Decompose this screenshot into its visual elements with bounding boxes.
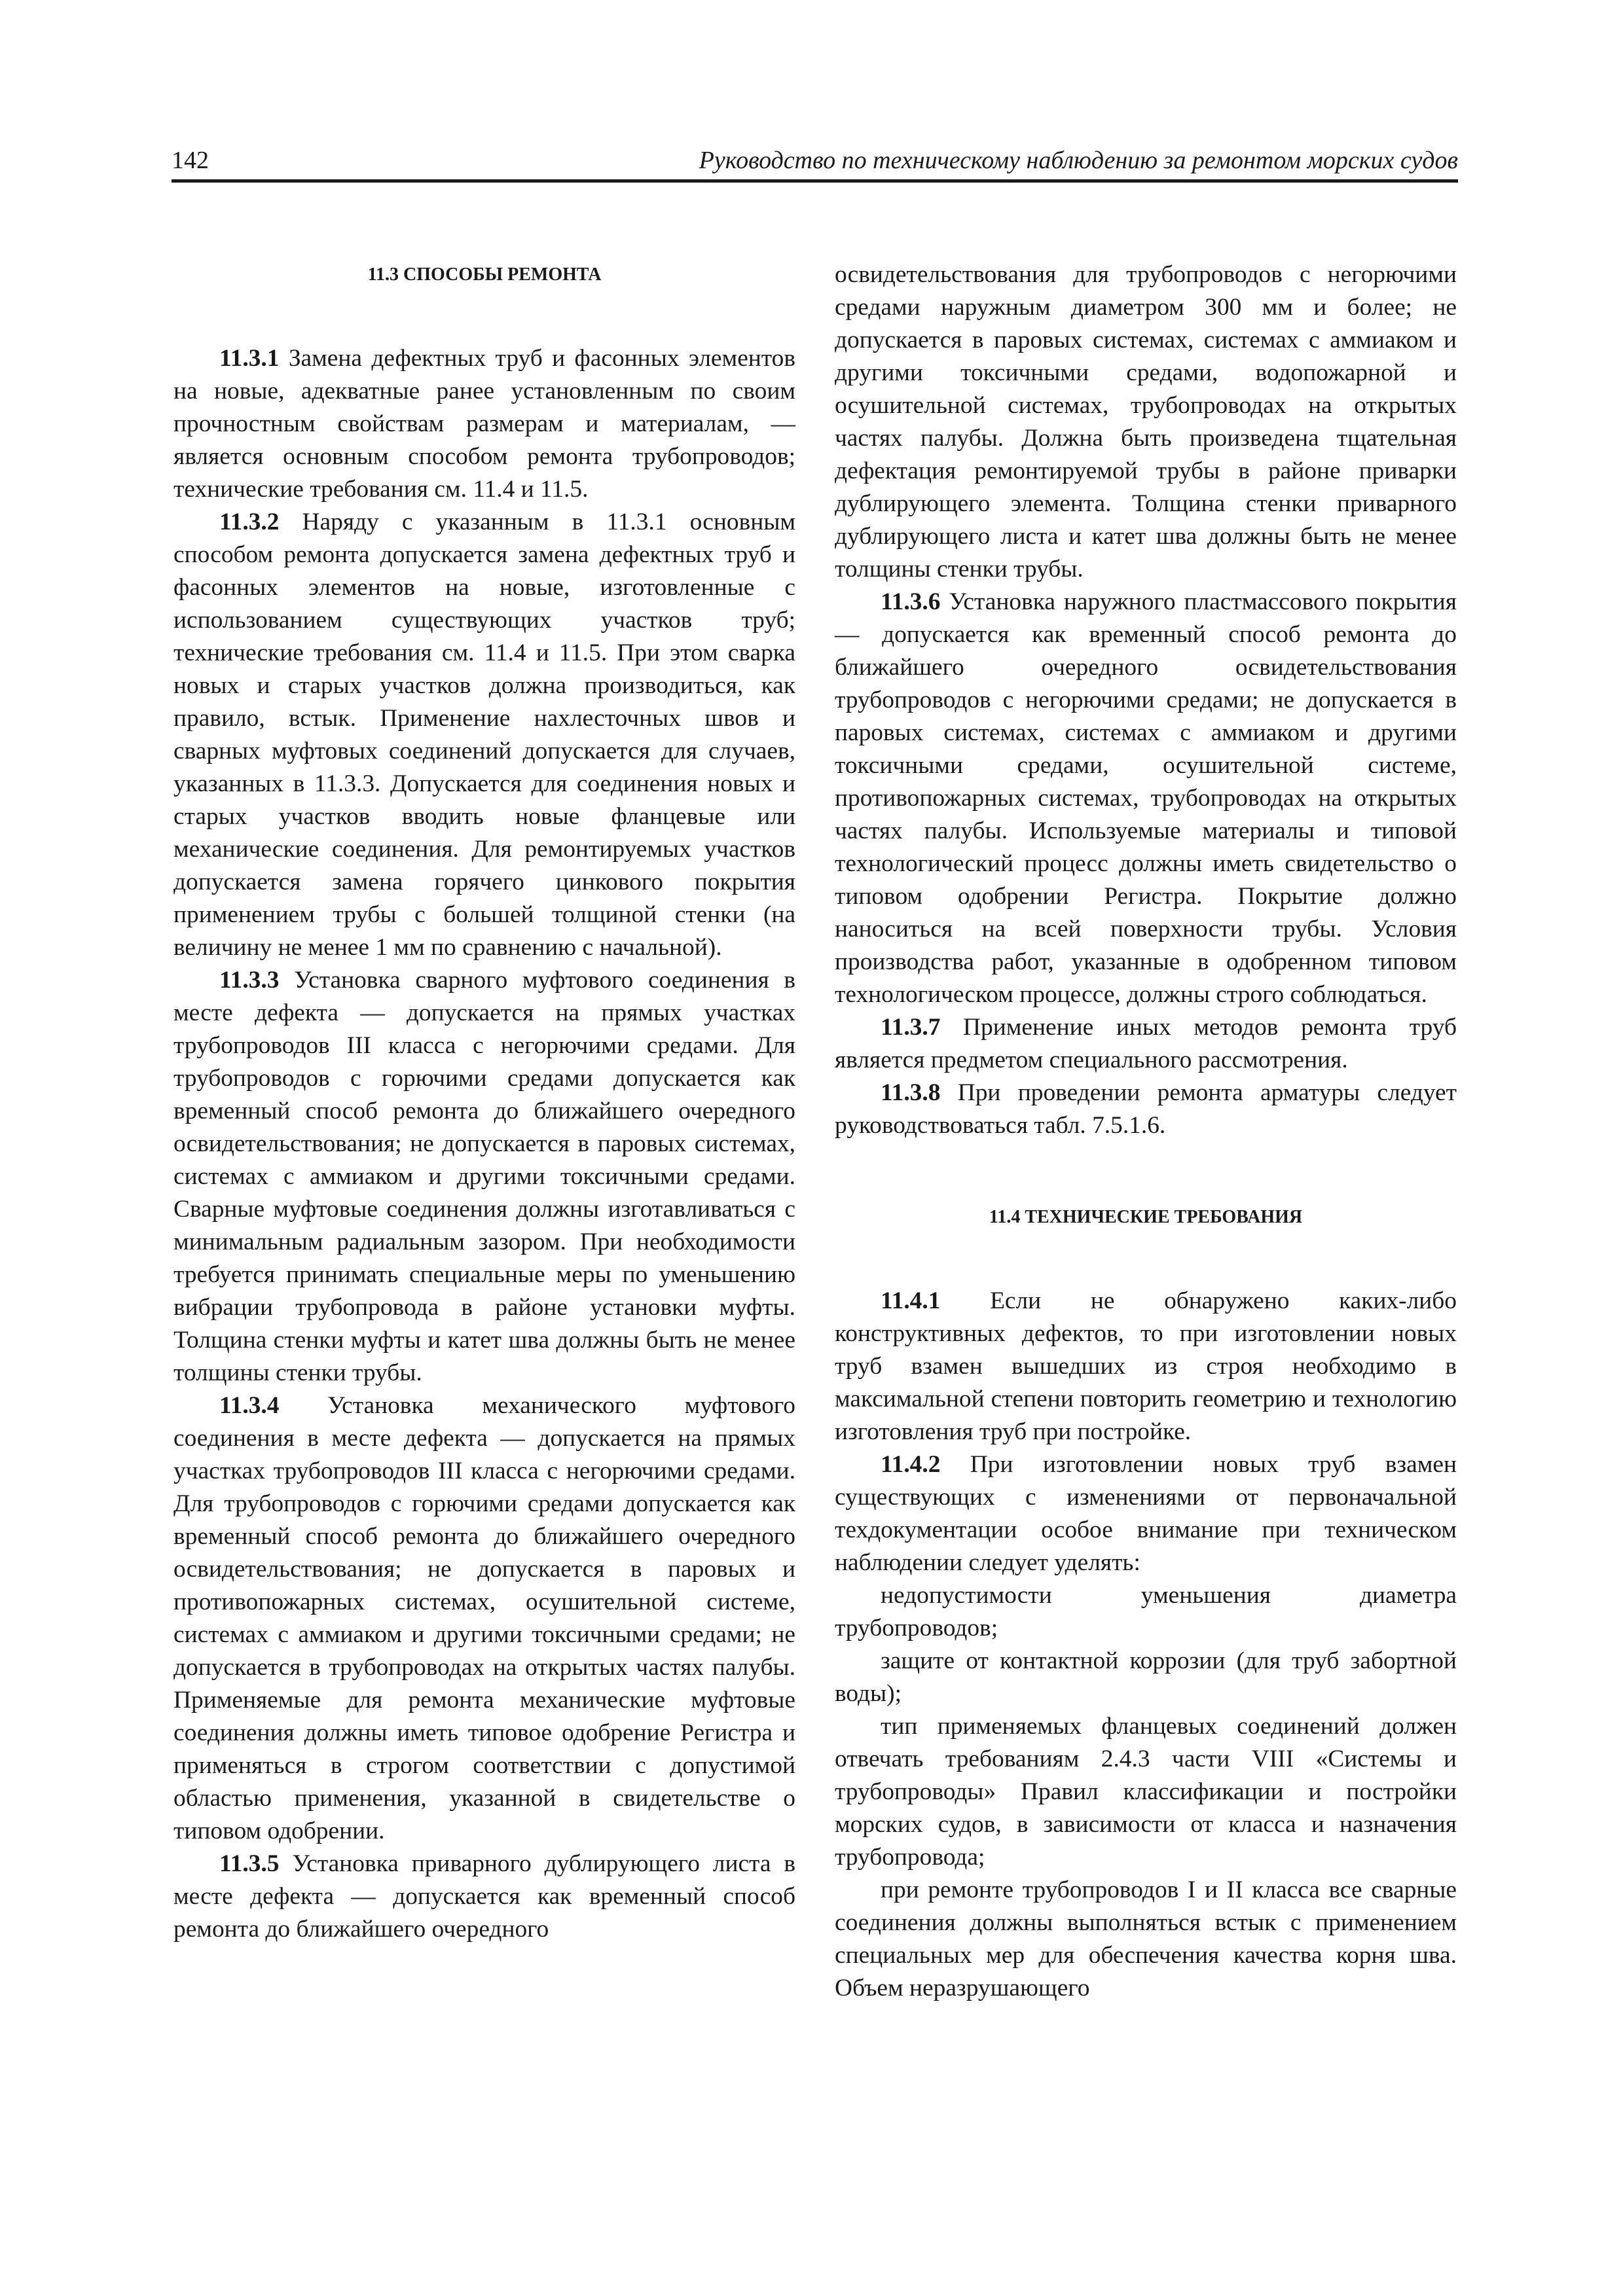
paragraph-11-3-8 [835, 1077, 1457, 1142]
clause-number: 11.3.4 [219, 1392, 280, 1419]
paragraph-11-3-4 [173, 1390, 795, 1848]
paragraph-text: защите от контактной коррозии (для труб забортной воды); [835, 1647, 1457, 1707]
section-heading-11-4: 11.4 ТЕХНИЧЕСКИЕ ТРЕБОВАНИЯ [989, 1207, 1303, 1227]
clause-number: 11.4.1 [881, 1287, 941, 1314]
clause-number: 11.4.2 [881, 1451, 941, 1478]
clause-number: 11.3.3 [219, 967, 280, 994]
paragraph-text: Применение иных методов ремонта труб является предметом специального рассмотрения. [835, 1014, 1457, 1073]
paragraph-11-3-7 [835, 1011, 1457, 1077]
section-heading-11-3: 11.3 СПОСОБЫ РЕМОНТА [367, 264, 602, 285]
paragraph-11-3-5-continued [835, 259, 1457, 586]
list-item [835, 1874, 1457, 2005]
paragraph-11-3-3 [173, 964, 795, 1390]
paragraph-text: Наряду с указанным в 11.3.1 основным способом ремонта допускается замена дефектных труб и фасонных элементов на новые, изготовленные с использованием существующих участков труб; технические требования см. 11.4 и 11.5. При этом сварка новых и старых участков должна производиться, как правило, встык. Применение нахлесточных швов и сварных муфтовых соединений допускается для случаев, указанных в 11.3.3. Допускается для соединения новых и старых участков вводить новые фланцевые или механические соединения. Для ремонтируемых участков допускается замена горячего цинкового покрытия применением трубы с большей толщиной стенки (на величину не менее 1 мм по сравнению с начальной). [173, 509, 795, 961]
paragraph-text: Установка сварного муфтового соединения в месте дефекта — допускается на прямых участках трубопроводов III класса с негорючими средами. Для трубопроводов с горючими средами допускается как временный способ ремонта до ближайшего очередного освидетельствования; не допускается в паровых системах, системах с аммиаком и другими токсичными средами. Сварные муфтовые соединения должны изготавливаться с минимальным радиальным зазором. При необходимости требуется принимать специальные меры по уменьшению вибрации трубопровода в районе установки муфты. Толщина стенки муфты и катет шва должны быть не менее толщины стенки трубы. [173, 967, 795, 1386]
list-item [835, 1710, 1457, 1874]
left-column [173, 259, 795, 1946]
paragraph-text: Установка приварного дублирующего листа в месте дефекта — допускается как временный способ ремонта до ближайшего очередного [173, 1850, 795, 1943]
clause-number: 11.3.1 [219, 345, 280, 372]
paragraph-text: Установка механического муфтового соединения в месте дефекта — допускается на прямых участках трубопроводов III класса с негорючими средами. Для трубопроводов с горючими средами допускается как временный способ ремонта до ближайшего очередного освидетельствования; не допускается в паровых и противопожарных системах, осушительной системе, системах с аммиаком и другими токсичными средами; не допускается в трубопроводах на открытых частях палубы. Применяемые для ремонта механические муфтовые соединения должны иметь типовое одобрение Регистра и применяться в строгом соответствии с допустимой областью применения, указанной в свидетельстве о типовом одобрении. [173, 1392, 795, 1844]
paragraph-text: Установка наружного пластмассового покрытия — допускается как временный способ ремонта до ближайшего очередного освидетельствования трубопроводов с негорючими средами; не допускается в паровых системах, системах с аммиаком и другими токсичными средами, осушительной системе, противопожарных системах, трубопроводах на открытых частях палубы. Используемые материалы и типовой технологический процесс должны иметь свидетельство о типовом одобрении Регистра. Покрытие должно наноситься на всей поверхности трубы. Условия производства работ, указанные в одобренном типовом технологическом процессе, должны строго соблюдаться. [835, 588, 1457, 1008]
page-number: 142 [172, 147, 209, 174]
paragraph-text: При проведении ремонта арматуры следует руководствоваться табл. 7.5.1.6. [835, 1079, 1457, 1139]
list-item [835, 1645, 1457, 1710]
paragraph-11-4-2 [835, 1448, 1457, 1579]
right-column [835, 259, 1457, 2005]
clause-number: 11.3.7 [881, 1014, 941, 1041]
clause-number: 11.3.5 [219, 1850, 280, 1877]
clause-number: 11.3.6 [881, 588, 941, 615]
paragraph-text: Если не обнаружено каких-либо конструктивных дефектов, то при изготовлении новых труб взамен вышедших из строя необходимо в максимальной степени повторить геометрию и технологию изготовления труб при постройке. [835, 1287, 1457, 1445]
paragraph-text: освидетельствования для трубопроводов с негорючими средами наружным диаметром 300 мм и более; не допускается в паровых системах, системах с аммиаком и другими токсичными средами, водопожарной и осушительной системах, трубопроводах на открытых частях палубы. Должна быть произведена тщательная дефектация ремонтируемой трубы в районе приварки дублирующего элемента. Толщина стенки приварного дублирующего листа и катет шва должны быть не менее толщины стенки трубы. [835, 261, 1457, 583]
paragraph-text: тип применяемых фланцевых соединений должен отвечать требованиям 2.4.3 части VIII «Системы и трубопроводы» Правил классификации и постройки морских судов, в зависимости от класса и назначения трубопровода; [835, 1713, 1457, 1871]
paragraph-11-4-1 [835, 1285, 1457, 1448]
paragraph-text: недопустимости уменьшения диаметра трубопроводов; [835, 1582, 1457, 1641]
paragraph-text: при ремонте трубопроводов I и II класса все сварные соединения должны выполняться встык с применением специальных мер для обеспечения качества корня шва. Объем неразрушающего [835, 1876, 1457, 2001]
paragraph-11-3-5 [173, 1848, 795, 1946]
paragraph-text: Замена дефектных труб и фасонных элементов на новые, адекватные ранее установленным по своим прочностным свойствам размерам и материалам, — является основным способом ремонта трубопроводов; технические требования см. 11.4 и 11.5. [173, 345, 795, 503]
paragraph-11-3-1 [173, 342, 795, 506]
heading-spacer [835, 1142, 1457, 1201]
clause-number: 11.3.8 [881, 1079, 941, 1106]
paragraph-text: При изготовлении новых труб взамен существующих с изменениями от первоначальной техдокументации особое внимание при техническом наблюдении следует уделять: [835, 1451, 1457, 1576]
clause-number: 11.3.2 [219, 509, 280, 535]
list-item [835, 1579, 1457, 1645]
running-title: Руководство по техническому наблюдению за ремонтом морских судов [699, 147, 1458, 174]
paragraph-11-3-6 [835, 586, 1457, 1011]
heading-spacer [835, 1234, 1457, 1285]
heading-spacer [173, 291, 795, 342]
paragraph-11-3-2 [173, 506, 795, 964]
page-header [172, 145, 1458, 183]
